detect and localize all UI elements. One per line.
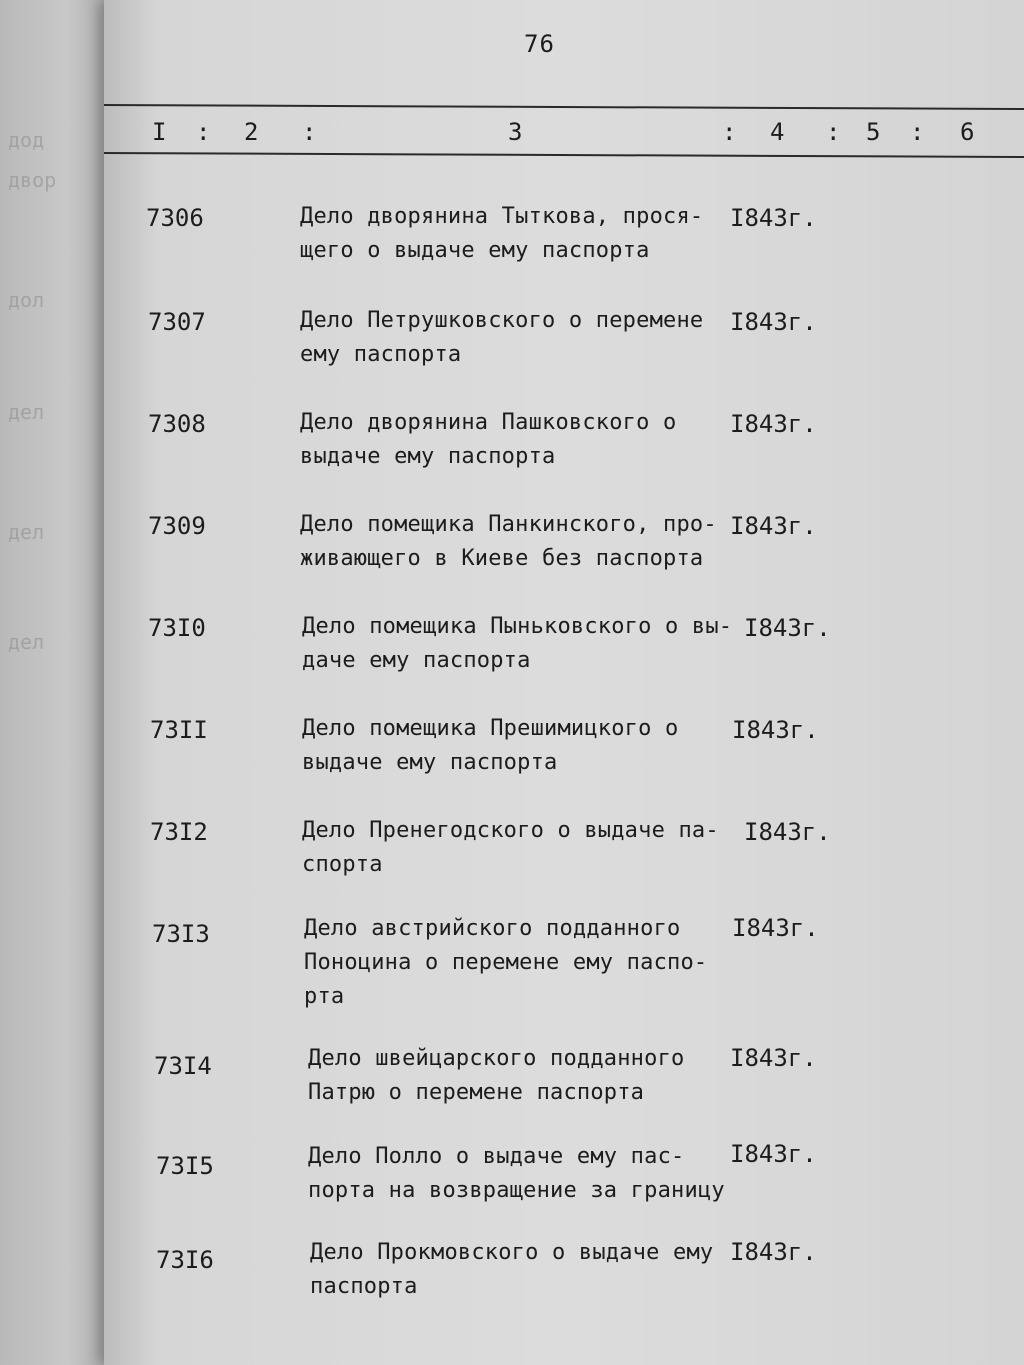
entry-description-line: Дело Полло о выдаче ему пас- bbox=[308, 1144, 685, 1169]
entry-number: 73II bbox=[150, 716, 208, 744]
entry-number: 73I0 bbox=[148, 614, 206, 642]
entry-description-line: паспорта bbox=[310, 1274, 418, 1299]
page-number: 76 bbox=[524, 30, 555, 58]
column-header-3: 3 bbox=[508, 118, 523, 146]
column-separator: : bbox=[910, 118, 925, 146]
entry-description-line: Поноцина о перемене ему паспо- bbox=[304, 950, 708, 975]
entry-year: I843г. bbox=[730, 308, 817, 336]
document-page bbox=[104, 0, 1024, 1365]
entry-description-line: Дело Пренегодского о выдаче па- bbox=[302, 818, 719, 843]
column-header-6: 6 bbox=[960, 118, 975, 146]
header-bottom-rule bbox=[104, 152, 1024, 158]
entry-description bbox=[308, 1042, 684, 1110]
column-separator: : bbox=[302, 118, 317, 146]
entry-description-line: рта bbox=[304, 984, 345, 1009]
column-header-4: 4 bbox=[770, 118, 785, 146]
entry-year: I843г. bbox=[732, 914, 819, 942]
column-separator: : bbox=[722, 118, 737, 146]
entry-description bbox=[300, 508, 717, 576]
entry-year: I843г. bbox=[730, 1238, 817, 1266]
entry-number: 73I5 bbox=[156, 1152, 214, 1180]
entry-description bbox=[310, 1236, 713, 1304]
entry-description-line: спорта bbox=[302, 852, 383, 877]
entry-description bbox=[300, 406, 676, 474]
entry-number: 73I3 bbox=[152, 920, 210, 948]
bleed-through-text: дел bbox=[8, 400, 45, 424]
bleed-through-text: дел bbox=[8, 630, 45, 654]
column-header-1: I bbox=[152, 118, 167, 146]
entry-year: I843г. bbox=[730, 1044, 817, 1072]
entry-number: 73I4 bbox=[154, 1052, 212, 1080]
entry-year: I843г. bbox=[732, 716, 819, 744]
entry-description-line: выдаче ему паспорта bbox=[302, 750, 558, 775]
entry-description-line: Дело Петрушковского о перемене bbox=[300, 308, 704, 333]
entry-year: I843г. bbox=[730, 1140, 817, 1168]
entry-number: 73I2 bbox=[150, 818, 208, 846]
entry-description-line: Дело помещика Пыньковского о вы- bbox=[302, 614, 733, 639]
entry-number: 7307 bbox=[148, 308, 206, 336]
entry-description-line: Патрю о перемене паспорта bbox=[308, 1080, 645, 1105]
column-separator: : bbox=[196, 118, 211, 146]
entry-year: I843г. bbox=[730, 512, 817, 540]
entry-description-line: Дело дворянина Пашковского о bbox=[300, 410, 677, 435]
entry-description bbox=[300, 200, 703, 268]
entry-description-line: Дело помещика Прешимицкого о bbox=[302, 716, 679, 741]
entry-description-line: живающего в Киеве без паспорта bbox=[300, 546, 704, 571]
entry-description-line: Дело дворянина Тыткова, прося- bbox=[300, 204, 704, 229]
bleed-through-text: дол bbox=[8, 288, 45, 312]
entry-description-line: Дело Прокмовского о выдаче ему bbox=[310, 1240, 714, 1265]
entry-description bbox=[302, 712, 678, 780]
entry-description bbox=[300, 304, 703, 372]
previous-page-edge bbox=[0, 0, 112, 1365]
entry-description bbox=[304, 912, 707, 1014]
entry-description-line: даче ему паспорта bbox=[302, 648, 531, 673]
entry-description-line: порта на возвращение за границу bbox=[308, 1178, 725, 1203]
entry-description bbox=[302, 814, 719, 882]
entry-year: I843г. bbox=[730, 410, 817, 438]
entry-number: 7306 bbox=[146, 204, 204, 232]
bleed-through-text: дод bbox=[8, 128, 45, 152]
entry-year: I843г. bbox=[744, 818, 831, 846]
entry-description-line: ему паспорта bbox=[300, 342, 462, 367]
entry-number: 73I6 bbox=[156, 1246, 214, 1274]
bleed-through-text: двор bbox=[8, 168, 57, 192]
entry-description-line: выдаче ему паспорта bbox=[300, 444, 556, 469]
entry-year: I843г. bbox=[744, 614, 831, 642]
entry-year: I843г. bbox=[730, 204, 817, 232]
entry-number: 7309 bbox=[148, 512, 206, 540]
entry-description-line: Дело помещика Панкинского, про- bbox=[300, 512, 717, 537]
entry-description bbox=[308, 1140, 725, 1208]
header-top-rule bbox=[104, 104, 1024, 110]
entry-number: 7308 bbox=[148, 410, 206, 438]
column-header-2: 2 bbox=[244, 118, 259, 146]
entry-description bbox=[302, 610, 732, 678]
column-separator: : bbox=[826, 118, 841, 146]
column-header-5: 5 bbox=[866, 118, 881, 146]
entry-description-line: Дело швейцарского подданного bbox=[308, 1046, 685, 1071]
entry-description-line: Дело австрийского подданного bbox=[304, 916, 681, 941]
bleed-through-text: дел bbox=[8, 520, 45, 544]
entry-description-line: щего о выдаче ему паспорта bbox=[300, 238, 650, 263]
